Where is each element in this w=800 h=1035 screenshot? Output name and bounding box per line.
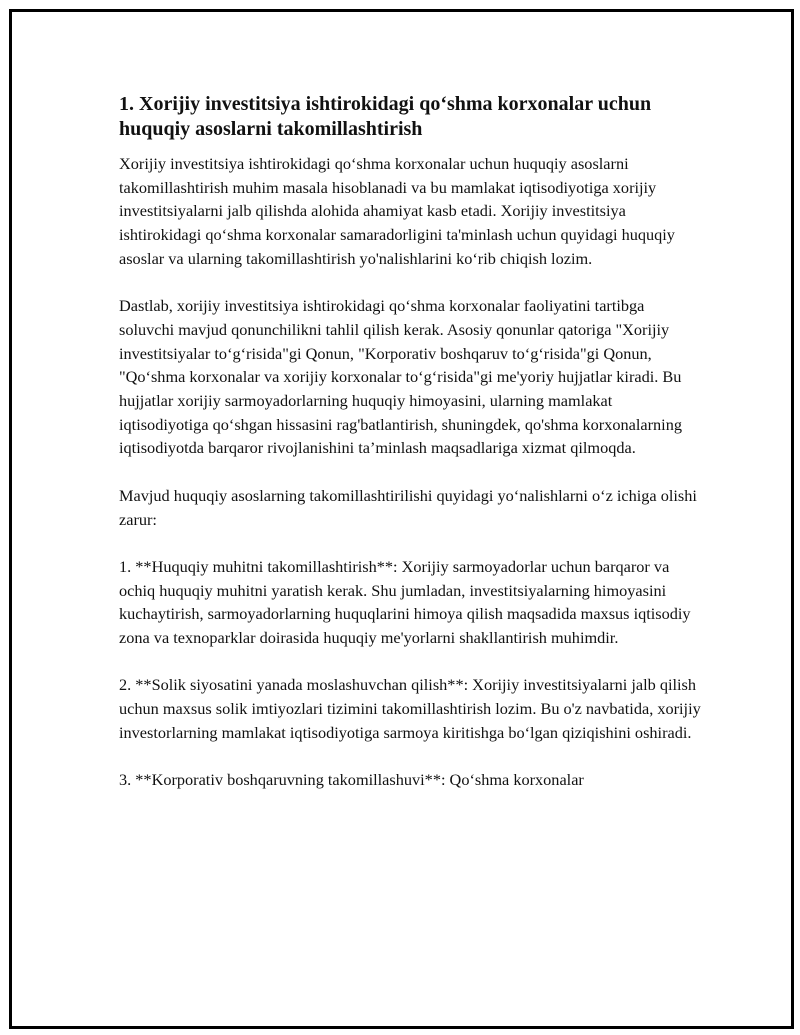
list-item-legal-environment: 1. **Huquqiy muhitni takomillashtirish**: Xorijiy sarmoyadorlar uchun barqaror va ochiq huquqiy muhitni yaratish kerak. Shu jumladan, investitsiyalarning himoyasini kuchaytirish, sarmoyadorlarning huquqlarini himoya qilish maqsadida maxsus iqtisodiy zona va texnoparklar doirasida huquqiy me'yorlarni shakllantirish muhimdir. xyxy=(119,556,691,648)
list-item-tax-policy: 2. **Solik siyosatini yanada moslashuvchan qilish**: Xorijiy investitsiyalarni jalb qilish uchun maxsus solik imtiyozlari tizimini takomillashtirish lozim. Bu o'z navbatida, xorijiy investorlarning mamlakat iqtisodiyotiga sarmoya kiritishga bo‘lgan qiziqishini oshiradi. xyxy=(119,675,701,742)
document-body xyxy=(119,92,701,816)
paragraph-intro: Xorijiy investitsiya ishtirokidagi qo‘shma korxonalar uchun huquqiy asoslarni takomillashtirish muhim masala hisoblanadi va bu mamlakat iqtisodiyotiga xorijiy investitsiyalarni jalb qilishda alohida ahamiyat kasb etadi. Xorijiy investitsiya ishtirokidagi qo‘shma korxonalar samaradorligini ta'minlash uchun quyidagi huquqiy asoslar va ularning takomillashtirish yo'nalishlarini ko‘rib chiqish lozim. xyxy=(119,154,675,268)
paragraph-legislation: Dastlab, xorijiy investitsiya ishtirokidagi qo‘shma korxonalar faoliyatini tartibga soluvchi mavjud qonunchilikni tahlil qilish kerak. Asosiy qonunlar qatoriga "Xorijiy investitsiyalar to‘g‘risida"gi Qonun, "Korporativ boshqaruv to‘g‘risida"gi Qonun, "Qo‘shma korxonalar va xorijiy korxonalar to‘g‘risida"gi me'yoriy hujjatlar kiradi. Bu hujjatlar xorijiy sarmoyadorlarning huquqiy himoyasini, ularning mamlakat iqtisodiyotiga qo‘shgan hissasini rag'batlantirish, shuningdek, qo'shma korxonalarning iqtisodiyotda barqaror rivojlanishini ta’minlash maqsadlariga xizmat qilmoqda. xyxy=(119,296,682,458)
page-frame xyxy=(9,9,794,1029)
paragraph-directions-intro: Mavjud huquqiy asoslarning takomillashtirilishi quyidagi yo‘nalishlarni o‘z ichiga olishi zarur: xyxy=(119,485,697,529)
section-heading: 1. Xorijiy investitsiya ishtirokidagi qo‘shma korxonalar uchun huquqiy asoslarni takomillashtirish xyxy=(119,93,652,140)
list-item-corporate-governance: 3. **Korporativ boshqaruvning takomillashuvi**: Qo‘shma korxonalar xyxy=(119,770,584,790)
